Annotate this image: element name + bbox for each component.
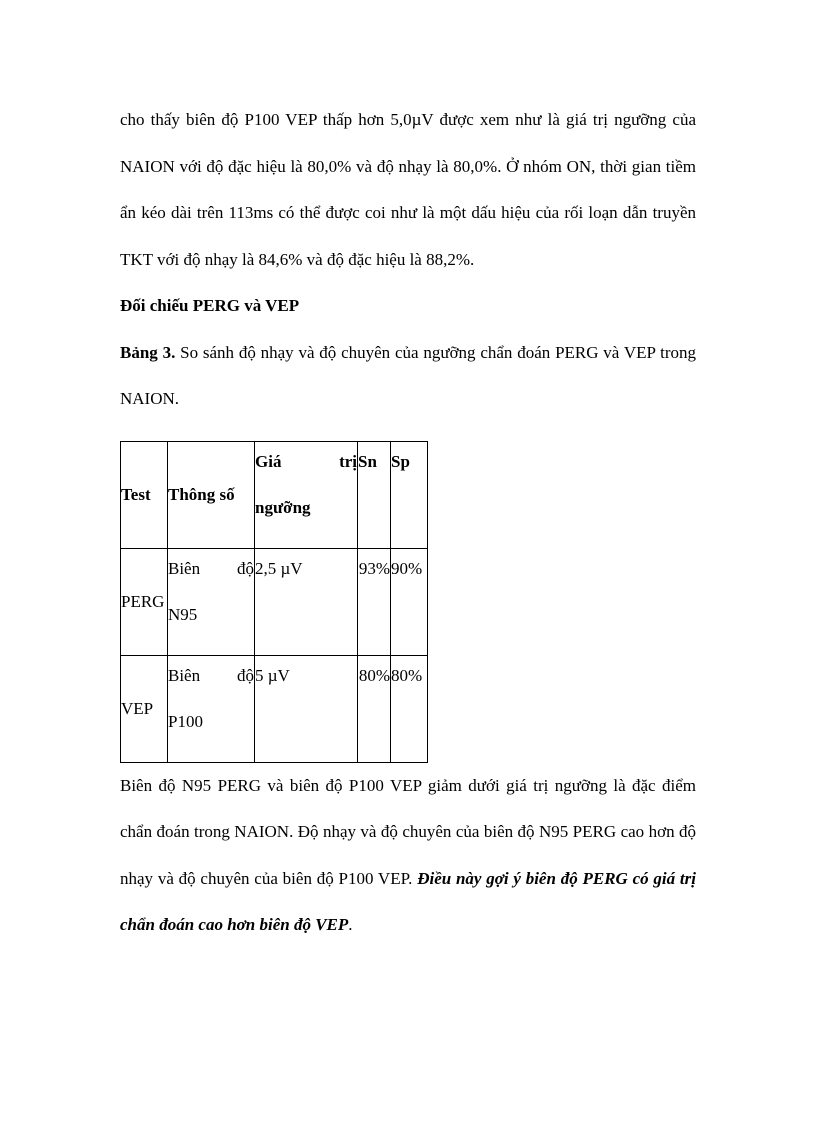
header-parameter: Thông số (168, 441, 255, 548)
document-page (120, 97, 696, 949)
header-threshold: Giá trị ngưỡng (255, 441, 358, 548)
header-sn: Sn (358, 441, 391, 548)
cell-sn: 93% (358, 548, 391, 655)
cell-test: VEP (121, 655, 168, 762)
cell-parameter: Biên độ N95 (168, 548, 255, 655)
table-caption-text: So sánh độ nhạy và độ chuyên của ngưỡng chẩn đoán PERG và VEP trong NAION. (120, 342, 696, 408)
header-sp: Sp (391, 441, 428, 548)
comparison-table (120, 441, 428, 763)
conclusion-emphasis: Điều này gợi ý biên độ PERG có giá trị chẩn đoán cao hơn biên độ VEP (120, 868, 696, 934)
table-row (121, 655, 428, 762)
table-caption (120, 330, 696, 423)
paragraph-naion-thresholds: cho thấy biên độ P100 VEP thấp hơn 5,0µV được xem như là giá trị ngưỡng của NAION với độ đặc hiệu là 80,0% và độ nhạy là 80,0%. Ở nhóm ON, thời gian tiềm ẩn kéo dài trên 113ms có thể được coi như là một dấu hiệu của rối loạn dẫn truyền TKT với độ nhạy là 84,6% và độ đặc hiệu là 88,2%. (120, 110, 696, 269)
header-test: Test (121, 441, 168, 548)
cell-parameter: Biên độ P100 (168, 655, 255, 762)
cell-sn: 80% (358, 655, 391, 762)
cell-test: PERG (121, 548, 168, 655)
table-row (121, 548, 428, 655)
cell-sp: 80% (391, 655, 428, 762)
cell-threshold: 2,5 µV (255, 548, 358, 655)
cell-threshold: 5 µV (255, 655, 358, 762)
paragraph-conclusion (120, 763, 696, 949)
conclusion-period: . (348, 915, 353, 934)
table-header-row (121, 441, 428, 548)
table-caption-label: Bảng 3. (120, 342, 176, 362)
conclusion-text: Biên độ N95 PERG và biên độ P100 VEP giảm dưới giá trị ngưỡng là đặc điểm chẩn đoán trong NAION. Độ nhạy và độ chuyên của biên độ N95 PERG cao hơn độ nhạy và độ chuyên của biên độ P100 VEP. (120, 775, 696, 888)
cell-sp: 90% (391, 548, 428, 655)
section-heading: Đối chiếu PERG và VEP (120, 296, 300, 315)
